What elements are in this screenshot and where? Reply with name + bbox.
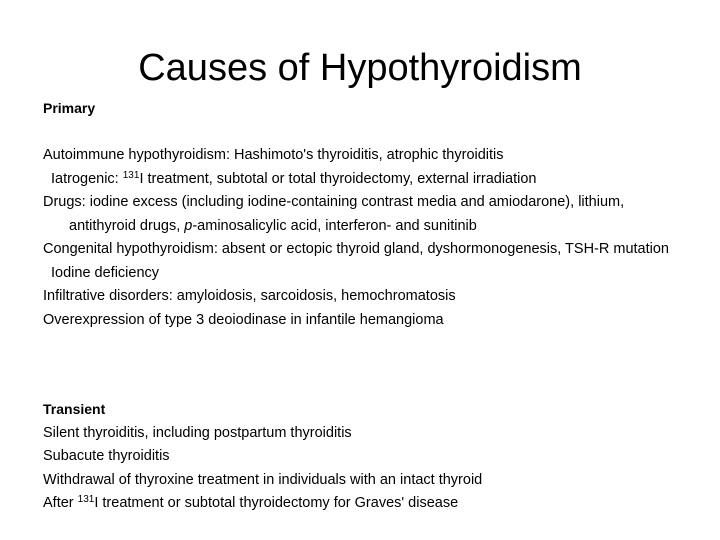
list-item-congenital: Congenital hypothyroidism: absent or ectopic thyroid gland, dyshormonogenesis, TSH-R mutation	[43, 241, 669, 257]
drugs-text: -aminosalicylic acid, interferon- and sunitinib	[192, 217, 477, 234]
list-item-subacute: Subacute thyroiditis	[43, 448, 170, 464]
isotope-superscript: 131	[122, 169, 140, 181]
isotope-superscript: 131	[77, 494, 95, 505]
transient-section	[43, 398, 693, 516]
list-item-iodine: Iodine deficiency	[51, 264, 160, 281]
list-item-overexpression: Overexpression of type 3 deoiodinase in infantile hemangioma	[43, 311, 444, 328]
list-item-silent: Silent thyroiditis, including postpartum thyroiditis	[43, 424, 352, 441]
list-item-withdrawal: Withdrawal of thyroxine treatment in individuals with an intact thyroid	[43, 471, 483, 488]
list-item-iatrogenic	[43, 168, 693, 192]
list-item-autoimmune: Autoimmune hypothyroidism: Hashimoto's thyroiditis, atrophic thyroiditis	[43, 147, 504, 163]
spacer	[43, 121, 693, 145]
after-prefix: After	[43, 495, 78, 511]
iatrogenic-prefix: Iatrogenic:	[51, 170, 123, 187]
after-text: I treatment or subtotal thyroidectomy for Graves' disease	[94, 495, 459, 511]
list-item-infiltrative: Infiltrative disorders: amyloidosis, sarcoidosis, hemochromatosis	[43, 288, 456, 304]
list-item-drugs	[43, 191, 693, 238]
drugs-prefix: Drugs: iodine excess (including iodine-containing contrast media and amiodarone), lithium, antithyroid drugs,	[43, 194, 625, 234]
primary-heading: Primary	[43, 100, 96, 116]
list-item-after	[43, 492, 693, 516]
slide-title: Causes of Hypothyroidism	[138, 47, 582, 89]
iatrogenic-text: I treatment, subtotal or total thyroidectomy, external irradiation	[139, 170, 537, 187]
transient-heading: Transient	[43, 401, 106, 417]
primary-section	[43, 97, 693, 332]
drugs-italic: p	[184, 217, 193, 234]
